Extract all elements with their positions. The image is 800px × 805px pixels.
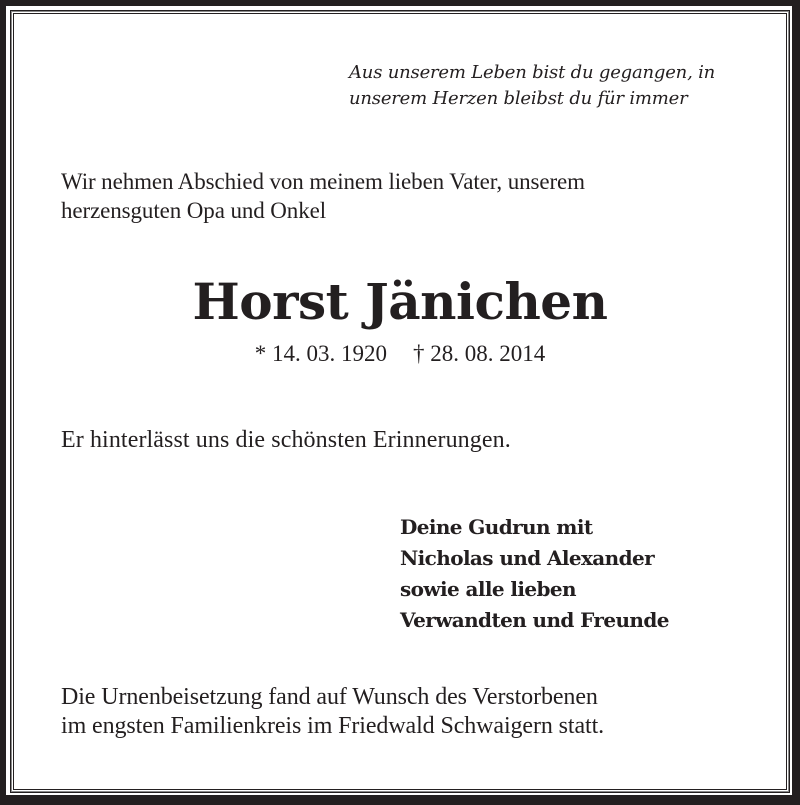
life-dates <box>0 340 800 368</box>
obituary-frame <box>6 6 792 795</box>
memory-text: Er hinterlässt uns die schönsten Erinnerungen. <box>61 427 511 453</box>
signature-line: Deine Gudrun mit <box>400 515 593 539</box>
burial-note-line: im engsten Familienkreis im Friedwald Schwaigern statt. <box>61 713 605 739</box>
intro-text <box>61 167 585 225</box>
motto-line: Aus unserem Leben bist du gegangen, in <box>349 62 716 83</box>
intro-line: Wir nehmen Abschied von meinem lieben Vater, unserem <box>61 169 585 194</box>
signature-line: Nicholas und Alexander <box>400 546 655 570</box>
birth-date: * 14. 03. 1920 <box>254 341 387 366</box>
obituary-inner-border <box>10 10 790 793</box>
signature-line: sowie alle lieben <box>400 577 576 601</box>
intro-line: herzensguten Opa und Onkel <box>61 198 327 223</box>
death-date: † 28. 08. 2014 <box>413 341 546 366</box>
burial-note <box>61 683 604 741</box>
motto-quote <box>349 60 715 112</box>
signature-line: Verwandten und Freunde <box>400 608 669 632</box>
mourners-signature <box>400 512 669 636</box>
motto-line: unserem Herzen bleibst du für immer <box>349 88 688 109</box>
deceased-name: Horst Jänichen <box>192 272 608 331</box>
burial-note-line: Die Urnenbeisetzung fand auf Wunsch des Verstorbenen <box>61 684 598 710</box>
